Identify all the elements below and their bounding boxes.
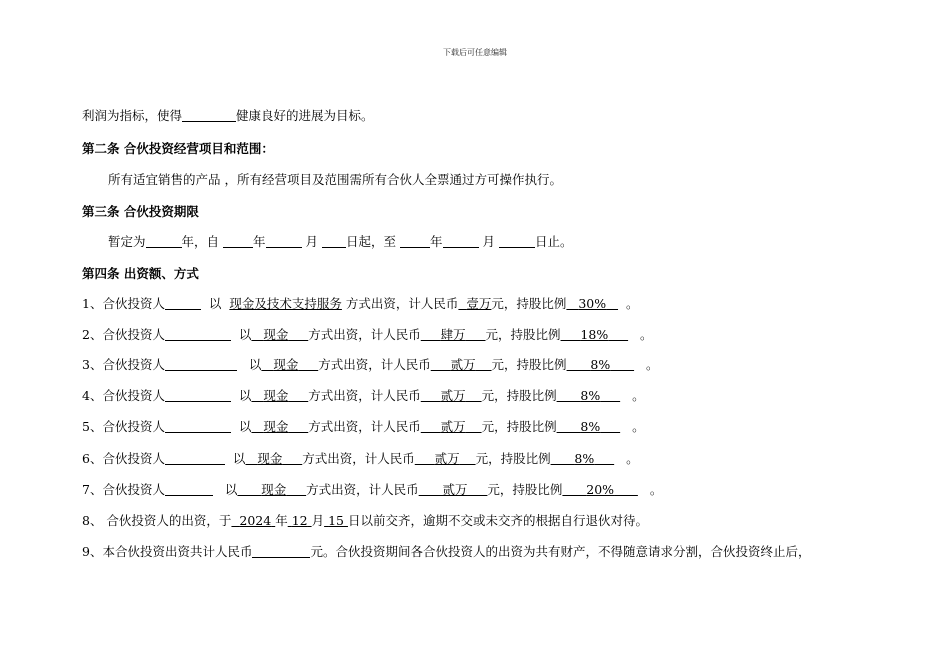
total-contribution — [82, 544, 810, 560]
share-ratio: 30% — [578, 296, 607, 311]
text-segment: 年，自 — [181, 234, 220, 249]
investor-row — [82, 327, 653, 343]
fill-blank — [146, 235, 182, 248]
fill-blank — [223, 235, 253, 248]
page-header: 下载后可任意编辑 — [443, 48, 507, 57]
fill-blank — [400, 235, 430, 248]
text-segment: 方式出资，计人民币 — [308, 327, 421, 342]
investor-name-blank — [165, 483, 213, 496]
investor-row — [82, 357, 659, 373]
text-segment: 年 — [430, 234, 443, 249]
share-ratio: 8% — [580, 388, 601, 403]
investment-amount: 贰万 — [434, 451, 460, 466]
investor-name-blank — [165, 328, 231, 341]
deadline-day: 15 — [328, 513, 344, 528]
text-segment: 日起，至 — [346, 234, 397, 249]
investor-name-blank — [165, 297, 201, 310]
investment-method: 现金 — [263, 419, 289, 434]
investor-name-blank — [165, 420, 231, 433]
fill-blank — [252, 545, 310, 558]
text-segment: 日以前交齐，逾期不交或未交齐的根据自行退伙对待。 — [347, 513, 648, 528]
text-segment: 元，持股比例 — [491, 296, 567, 311]
fill-blank — [443, 235, 479, 248]
text-segment: 方式出资，计人民币 — [306, 482, 419, 497]
text-segment: 年 — [253, 234, 266, 249]
investment-method: 现金 — [257, 451, 283, 466]
investor-label: 3、合伙投资人 — [82, 357, 165, 372]
text-segment: 。 — [640, 327, 653, 342]
text-segment: 以 — [238, 327, 252, 342]
share-ratio: 8% — [580, 419, 601, 434]
investment-method: 现金 — [263, 388, 289, 403]
text-segment: 。 — [646, 357, 659, 372]
article-3-heading: 第三条 合伙投资期限 — [82, 204, 199, 219]
text-segment: 元，持股比例 — [485, 327, 561, 342]
investor-name-blank — [165, 452, 225, 465]
text-segment: 以 — [232, 451, 246, 466]
text-segment: 方式出资，计人民币 — [308, 388, 421, 403]
text-segment: 日止。 — [535, 234, 573, 249]
text-segment: 元，持股比例 — [481, 388, 557, 403]
text-segment: 以 — [224, 482, 238, 497]
text-segment: 年 — [275, 513, 288, 528]
investor-label: 1、合伙投资人 — [82, 296, 165, 311]
fill-blank — [322, 235, 346, 248]
text-segment: 。 — [649, 482, 663, 497]
article-4-heading: 第四条 出资额、方式 — [82, 266, 199, 281]
investor-label: 7、合伙投资人 — [82, 482, 165, 497]
text-segment: 方式出资，计人民币 — [318, 357, 431, 372]
text-segment: 方式出资，计人民币 — [308, 419, 421, 434]
investment-amount: 贰万 — [440, 388, 466, 403]
text-segment: 元，持股比例 — [491, 357, 567, 372]
investor-name-blank — [165, 389, 231, 402]
text-segment: 元，持股比例 — [481, 419, 557, 434]
investor-label: 4、合伙投资人 — [82, 388, 165, 403]
text-segment: 元。合伙投资期间各合伙投资人的出资为共有财产，不得随意请求分割，合伙投资终止后， — [310, 544, 811, 559]
investment-method: 现金 — [263, 327, 289, 342]
contribution-deadline — [82, 513, 648, 529]
text-segment: 元，持股比例 — [487, 482, 563, 497]
text-segment: 。 — [632, 419, 645, 434]
text-segment: 元，持股比例 — [475, 451, 551, 466]
text-segment: 。 — [626, 451, 639, 466]
fill-blank — [182, 109, 236, 122]
share-ratio: 8% — [574, 451, 595, 466]
fill-blank — [266, 235, 302, 248]
investment-amount: 贰万 — [440, 419, 466, 434]
article-2-heading: 第二条 合伙投资经营项目和范围： — [82, 141, 274, 156]
text-segment: 月 — [482, 234, 496, 249]
share-ratio: 20% — [586, 482, 615, 497]
investment-method: 现金 — [273, 357, 299, 372]
investor-label: 2、合伙投资人 — [82, 327, 165, 342]
text-segment: 以 — [238, 388, 252, 403]
text-segment: 以 — [238, 419, 252, 434]
deadline-month: 12 — [291, 513, 308, 528]
investment-method: 现金 — [261, 482, 287, 497]
text-segment: 暂定为 — [108, 234, 146, 249]
share-ratio: 8% — [590, 357, 611, 372]
investor-row — [82, 482, 662, 498]
article-3-body — [108, 234, 573, 250]
investor-name-blank — [165, 358, 237, 371]
fill-blank — [499, 235, 535, 248]
investment-method: 现金及技术支持服务 — [229, 296, 342, 311]
investor-label: 6、合伙投资人 — [82, 451, 165, 466]
investment-amount: 肆万 — [440, 327, 466, 342]
investor-row — [82, 419, 645, 435]
investor-row — [82, 388, 645, 404]
investment-amount: 壹万 — [466, 296, 492, 311]
deadline-year: 2024 — [239, 513, 272, 528]
text-segment: 方式出资，计人民币 — [302, 451, 415, 466]
text-segment: 健康良好的进展为目标。 — [236, 108, 374, 123]
article-2-body: 所有适宜销售的产品 ，所有经营项目及范围需所有合伙人全票通过方可操作执行。 — [108, 172, 562, 187]
paragraph-continuation — [82, 108, 374, 124]
text-segment: 9、本合伙投资出资共计人民币 — [82, 544, 253, 559]
text-segment: 方式出资，计人民币 — [345, 296, 459, 311]
text-segment: 。 — [632, 388, 645, 403]
investment-amount: 贰万 — [450, 357, 476, 372]
text-segment: 月 — [311, 513, 325, 528]
investor-row — [82, 451, 639, 467]
text-segment: 以 — [248, 357, 262, 372]
investor-row — [82, 296, 639, 312]
investor-label: 5、合伙投资人 — [82, 419, 165, 434]
text-segment: 利润为指标，使得 — [82, 108, 183, 123]
investment-amount: 贰万 — [442, 482, 468, 497]
text-segment: 8、 合伙投资人的出资，于 — [82, 513, 232, 528]
share-ratio: 18% — [580, 327, 609, 342]
text-segment: 。 — [625, 296, 639, 311]
text-segment: 以 — [208, 296, 222, 311]
text-segment: 月 — [305, 234, 319, 249]
